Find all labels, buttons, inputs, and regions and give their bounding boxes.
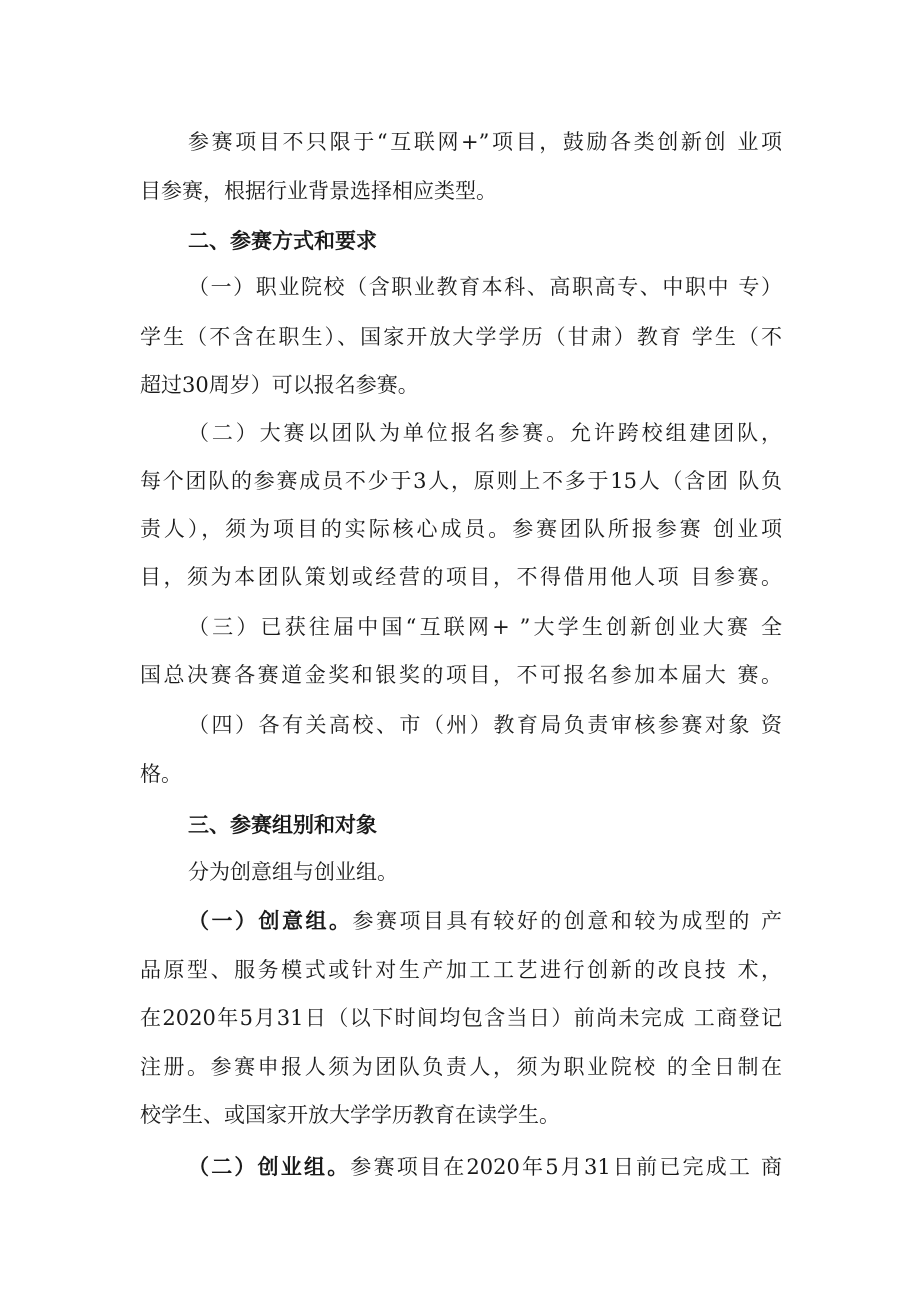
- paragraph-line: （一）职业院校（含职业教育本科、高职高专、中职中 专）: [188, 275, 782, 299]
- paragraph-line: 分为创意组与创业组。: [188, 860, 398, 884]
- paragraph-line: 学生（不含在职生）、国家开放大学学历（甘肃）教育 学生（不: [140, 325, 782, 349]
- paragraph-line: 每个团队的参赛成员不少于3人，原则上不多于15人（含团 队负: [140, 469, 782, 493]
- paragraph-line: （二）大赛以团队为单位报名参赛。允许跨校组建团队，: [188, 421, 782, 445]
- section-heading-participation: 二、参赛方式和要求: [188, 229, 377, 253]
- paragraph-line: 参赛项目不只限于“互联网+”项目，鼓励各类创新创 业项: [188, 130, 782, 154]
- group-lead-startup: （二）创业组。: [188, 1155, 351, 1179]
- paragraph-line: 在2020年5月31日（以下时间均包含当日）前尚未完成 工商登记: [140, 1006, 782, 1030]
- paragraph-line: [188, 1152, 782, 1182]
- paragraph-text: 参赛项目在2020年5月31日前已完成工 商: [350, 1155, 782, 1179]
- paragraph-line: 超过30周岁）可以报名参赛。: [140, 373, 419, 397]
- paragraph-line: 目，须为本团队策划或经营的项目，不得借用他人项 目参赛。: [140, 565, 782, 589]
- paragraph-line: 国总决赛各赛道金奖和银奖的项目，不可报名参加本届大 赛。: [140, 663, 782, 687]
- paragraph-line: 注册。参赛申报人须为团队负责人，须为职业院校 的全日制在: [140, 1055, 782, 1079]
- paragraph-line: 校学生、或国家开放大学学历教育在读学生。: [140, 1103, 560, 1127]
- paragraph-line: 格。: [140, 762, 182, 786]
- paragraph-line: [188, 906, 782, 936]
- paragraph-line: 品原型、服务模式或针对生产加工工艺进行创新的改良技 术，: [140, 958, 782, 982]
- paragraph-line: （三）已获往届中国“互联网+ ”大学生创新创业大赛 全: [188, 615, 782, 639]
- group-lead-creative: （一）创意组。: [188, 909, 353, 933]
- section-heading-groups: 三、参赛组别和对象: [188, 813, 377, 837]
- paragraph-line: 责人），须为项目的实际核心成员。参赛团队所报参赛 创业项: [140, 517, 782, 541]
- paragraph-line: 目参赛，根据行业背景选择相应类型。: [140, 179, 497, 203]
- paragraph-line: （四）各有关高校、市（州）教育局负责审核参赛对象 资: [188, 713, 782, 737]
- paragraph-text: 参赛项目具有较好的创意和较为成型的 产: [352, 909, 782, 933]
